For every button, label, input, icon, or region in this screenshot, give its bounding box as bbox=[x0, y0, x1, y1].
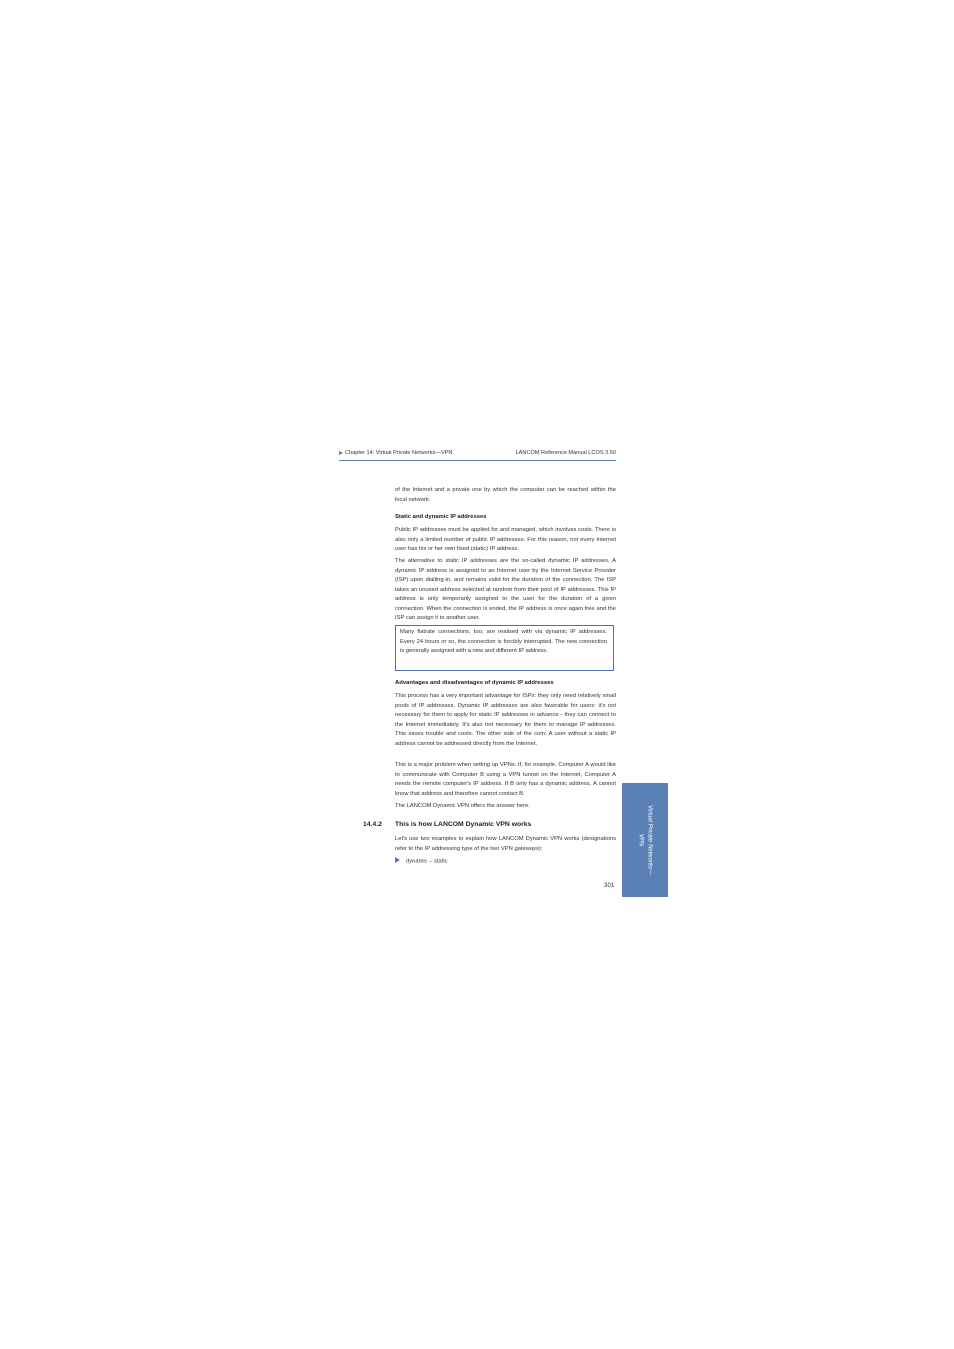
chapter-side-tab bbox=[622, 783, 668, 897]
section2-paragraph-3: The LANCOM Dynamic VPN offers the answer here. bbox=[395, 803, 530, 809]
running-header bbox=[339, 449, 616, 461]
page-number: 301 bbox=[604, 882, 615, 889]
header-manual-title: LANCOM Reference Manual LCOS 3.50 bbox=[515, 450, 616, 456]
section-heading-advantages: Advantages and disadvantages of dynamic IP addresses bbox=[395, 680, 554, 686]
section2-paragraph-2: This is a major problem when setting up VPNs. If, for example, Computer A would like to communicate with Computer B using a VPN tunnel on the Internet, Computer A needs the remote computer's IP address. If B only has a dynamic address, A cannot know that address and therefore cannot contact B. bbox=[395, 762, 616, 797]
section2-paragraph-1: This process has a very important advantage for ISPs: they only need relatively small pools of IP addresses. Dynamic IP addresses are also favorable for users: it's not necessary for them to apply for static IP addresses in advance - they can connect to the Internet immediately. It's also not necessary for them to manage IP addresses. This saves trouble and costs. The other side of the coin: A user without a static IP address cannot be addressed directly from the Internet. bbox=[395, 693, 616, 747]
side-tab-line-2: VPN bbox=[638, 833, 644, 847]
subsection-title: This is how LANCOM Dynamic VPN works bbox=[395, 821, 532, 828]
section-heading-static-dynamic: Static and dynamic IP addresses bbox=[395, 514, 487, 520]
note-box bbox=[395, 625, 614, 671]
section1-paragraph-1: Public IP addresses must be applied for and managed, which involves costs. There is also only a limited number of public IP addresses. For this reason, not every Internet user has his or her own fixed (static) IP address. bbox=[395, 527, 616, 553]
bullet-text: dynamic – static bbox=[406, 858, 448, 865]
side-tab-label bbox=[637, 785, 654, 895]
side-tab-line-1: Virtual Private Networks— bbox=[646, 805, 653, 875]
note-text: Many flatrate connections, too, are realised with via dynamic IP addresses. Every 24 hours or so, the connection is forcibly interrupted. The new connection is generally assigned with a new and different IP address. bbox=[400, 629, 607, 655]
triangle-bullet-icon bbox=[395, 857, 400, 863]
subsection-paragraph-1: Let's use two examples to explain how LANCOM Dynamic VPN works (designations refer to the IP addressing type of the two VPN gateways): bbox=[395, 836, 616, 852]
subsection-number: 14.4.2 bbox=[363, 821, 382, 828]
intro-continuation-paragraph: of the Internet and a private one by which the computer can be reached within the local network. bbox=[395, 487, 616, 503]
header-chapter bbox=[339, 449, 452, 458]
header-chapter-text: Chapter 14: Virtual Private Networks—VPN bbox=[345, 450, 453, 456]
bullet-list-item bbox=[395, 857, 448, 867]
section1-paragraph-2: The alternative to static IP addresses are the so-called dynamic IP addresses. A dynamic IP address is assigned to an Internet user by the Internet Service Provider (ISP) upon dialling-in, and remains valid for the duration of the connection. The ISP takes an unused address selected at random from their pool of IP addresses. This IP address is only temporarily assigned to the user for the duration of a given connection. When the connection is ended, the IP address is once again free and the ISP can assign it to another user. bbox=[395, 558, 616, 622]
triangle-bullet-icon bbox=[339, 451, 343, 455]
